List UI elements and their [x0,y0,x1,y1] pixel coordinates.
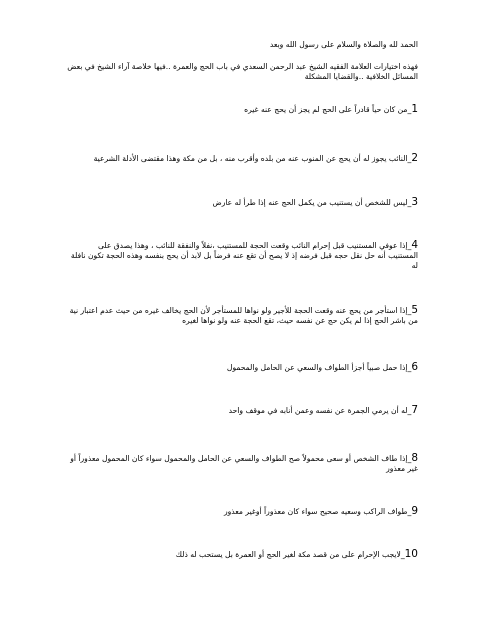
item-text: _لايجب الإحرام على من قصد مكة لغير الحج أو العمرة بل يستحب له ذلك [175,550,405,559]
item-text: _له أن يرمي الجمرة عن نفسه وعمن أنابه في موقف واحد [228,406,412,415]
list-item [66,104,418,115]
list-item [66,153,418,164]
list-item [66,240,418,271]
list-item [66,453,418,474]
item-number: 8 [411,452,418,464]
item-text: _النائب يجوز له أن يحج عن المنوب عنه من بلده وأقرب منه ، بل من مكة وهذا مقتضى الأدلة الشرعية [93,154,412,163]
item-number: 9 [411,505,418,517]
item-number: 7 [411,404,418,416]
item-number: 5 [411,304,418,316]
list-item [66,197,418,208]
list-item [66,405,418,416]
item-number: 10 [404,548,418,560]
list-item [66,506,418,517]
header-line: الحمد لله والصلاة والسلام على رسول الله وبعد [269,40,418,49]
item-number: 3 [411,196,418,208]
intro-paragraph: فهذه اختيارات العلامة الفقيه الشيخ عبد الرحمن السعدي في باب الحج والعمرة ..فيها خلاصة آراء الشيخ في بعض المسائل الخلافية ..والقضايا المشكلة [67,62,418,81]
list-item [66,549,418,560]
item-text: _إذا حمل صبياً أجزأ الطواف والسعي عن الحامل والمحمول [226,363,412,372]
item-text: _إذا عوفي المستنيب قبل إحرام النائب وقعت الحجة للمستنيب ،نفلاً والنفقة للنائب ، وهذا يصدق على المستنيب أنه حل نقل حجه قبل فرضه إذ لا يصح أن تقع عنه فرضاً بل لابد أن يحج بنفسه وهذه الحجة تكون نافلة له [70,241,418,270]
item-text: _من كان حياً قادراً على الحج لم يجز أن يحج عنه غيره [244,105,412,114]
list-item [66,362,418,373]
item-text: _ليس للشخص أن يستنيب من يكمل الحج عنه إذا طرأ له عارض [212,198,412,207]
item-number: 6 [411,361,418,373]
item-number: 1 [411,103,418,115]
item-text: _إذا استأجر من يحج عنه وقعت الحجة للأجير ولو نواها للمستأجر لأن الحج يخالف غيره من حيث عدم اعتبار نية من باشر الحج إذا لم يكن حج عن نفسه حيث، تقع الحجة عنه ولو نواها لغيره [69,306,418,325]
item-text: _إذا طاف الشخص أو سعى محمولاً صح الطواف والسعي عن الحامل والمحمول سواء كان المحمول معذوراً أو غير معذور [70,454,418,473]
item-number: 4 [411,239,418,251]
list-item [66,305,418,326]
item-number: 2 [411,152,418,164]
item-text: _طواف الراكب وسعيه صحيح سواء كان معذوراً أوغير معذور [223,507,412,516]
